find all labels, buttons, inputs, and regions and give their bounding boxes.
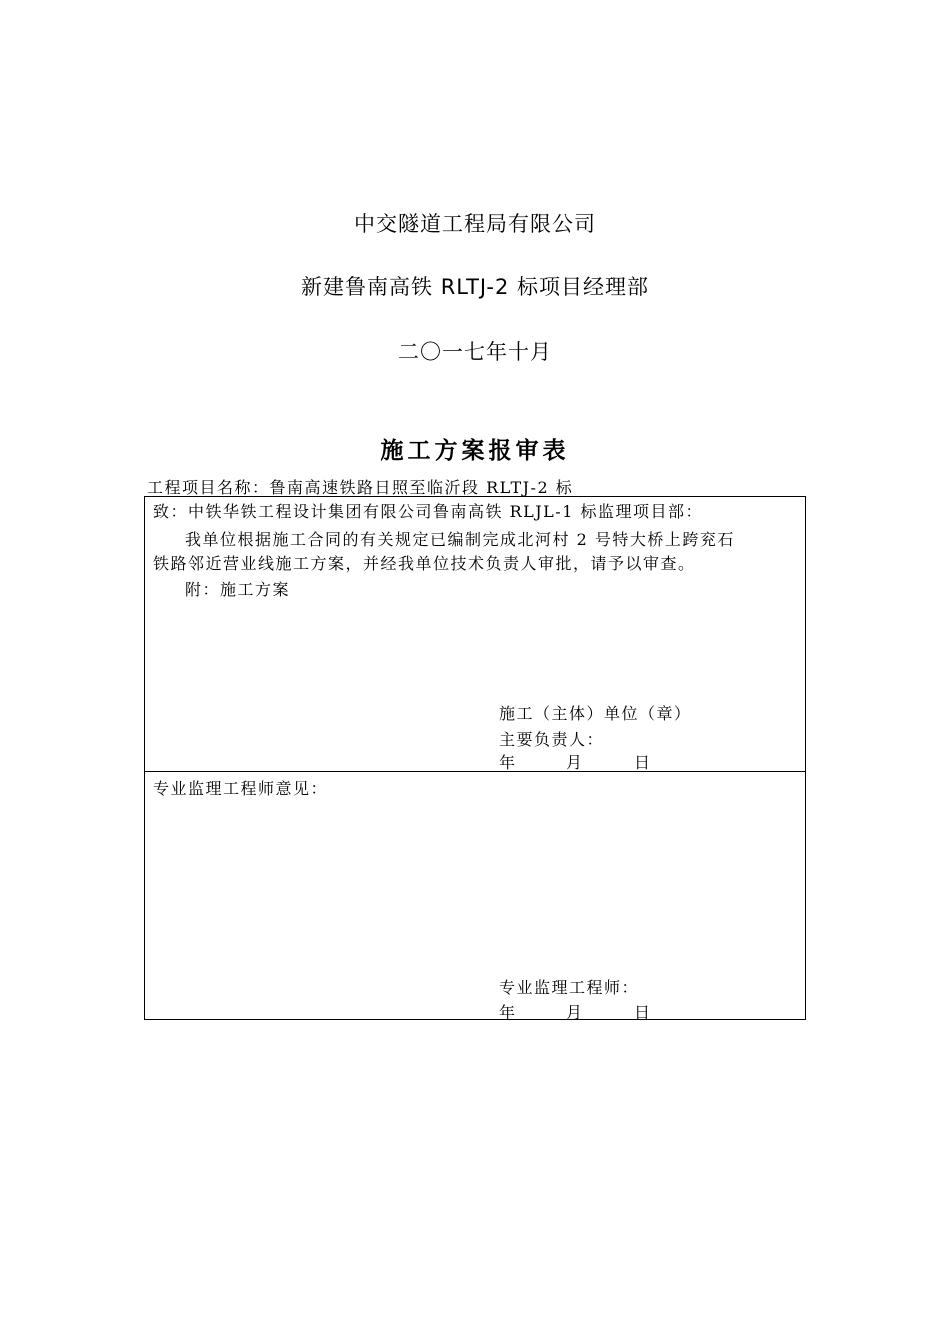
engineer-opinion-label: 专业监理工程师意见： — [153, 779, 329, 798]
cover-date: 二〇一七年十月 — [398, 340, 552, 364]
date-day-label: 日 — [634, 1003, 652, 1022]
addressee-line: 致：中铁华铁工程设计集团有限公司鲁南高铁 RLJL-1 标监理项目部： — [153, 502, 703, 521]
attachment-line: 附：施工方案 — [185, 580, 291, 599]
body-line-1: 我单位根据施工合同的有关规定已编制完成北河村 2 号特大桥上跨兖石 — [185, 530, 735, 549]
date-day-label: 日 — [634, 753, 652, 772]
construction-unit-label: 施工（主体）单位（章） — [499, 704, 692, 723]
date-month-label: 月 — [566, 1003, 584, 1022]
responsible-person-label: 主要负责人： — [499, 730, 605, 749]
department-name: 新建鲁南高铁 RLTJ-2 标项目经理部 — [301, 275, 649, 299]
project-name-line: 工程项目名称：鲁南高速铁路日照至临沂段 RLTJ-2 标 — [147, 478, 574, 497]
form-title: 施工方案报审表 — [380, 437, 570, 464]
engineer-signature-label: 专业监理工程师： — [499, 978, 640, 997]
company-name: 中交隧道工程局有限公司 — [354, 212, 596, 236]
section-divider — [144, 771, 806, 772]
date-year-label: 年 — [499, 753, 517, 772]
date-month-label: 月 — [566, 753, 584, 772]
approval-form-table — [144, 496, 806, 1020]
body-line-2: 铁路邻近营业线施工方案，并经我单位技术负责人审批，请予以审查。 — [153, 554, 696, 573]
date-year-label: 年 — [499, 1003, 517, 1022]
